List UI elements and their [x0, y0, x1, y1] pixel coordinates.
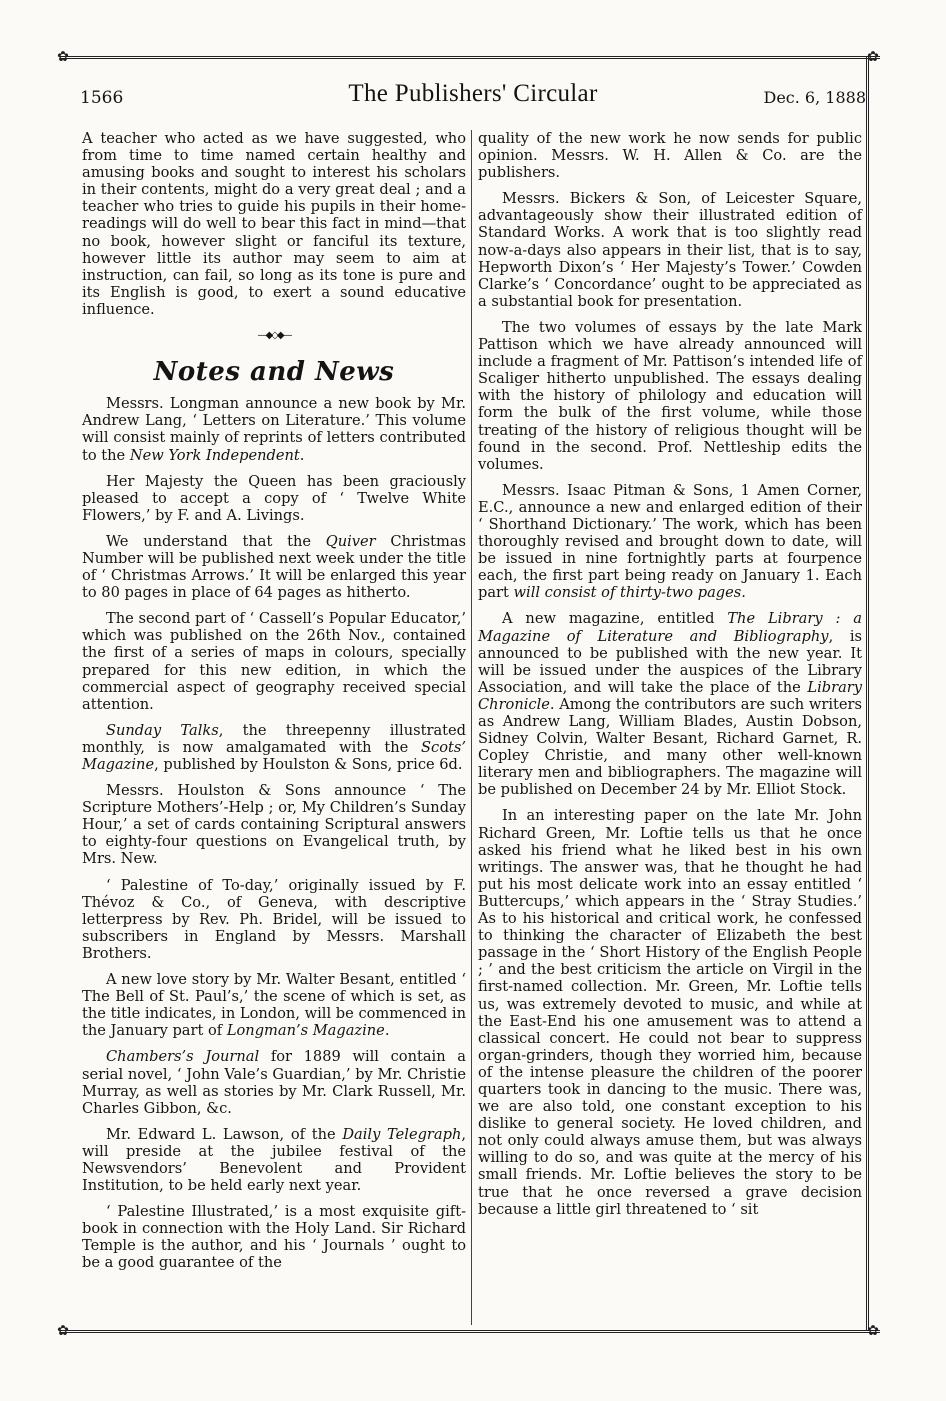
- column-divider: [471, 130, 472, 1325]
- news-item: Chambers’s Journal for 1889 will contain a serial novel, ‘ John Vale’s Guardian,’ by Mr. Christie Murray, as well as stories by Mr. Clark Russell, Mr. Charles Gibbon, &c.: [82, 1048, 466, 1117]
- news-item: Messrs. Isaac Pitman & Sons, 1 Amen Corner, E.C., announce a new and enlarged edition of their ‘ Shorthand Dictionary.’ The work, which has been thoroughly revised and brought down to date, will be issued in nine fortnightly parts at fourpence each, the first part being ready on January 1. Each part will consist of thirty-two pages.: [478, 481, 862, 602]
- section-divider-ornament: —◆◇◆—: [257, 330, 291, 342]
- section-heading: Notes and News: [153, 357, 395, 388]
- right-border-rule: [866, 56, 869, 1330]
- news-item: A new magazine, entitled The Library : a Magazine of Literature and Bibliography, is announced to be published with the new year. It will be issued under the auspices of the Library Association, and will take the place of the Library Chronicle. Among the contributors are such writers as Andrew Lang, William Blades, Austin Dobson, Sidney Colvin, Walter Besant, Richard Garnet, R. Copley Christie, and many other well-known literary men and bibliographers. The magazine will be published on December 24 by Mr. Elliot Stock.: [478, 610, 863, 799]
- top-double-rule: [60, 56, 880, 59]
- page-header: [80, 80, 866, 110]
- news-item: Mr. Edward L. Lawson, of the Daily Telegraph, will preside at the jubilee festival of the Newsvendors’ Benevolent and Provident Institution, to be held early next year.: [82, 1125, 466, 1195]
- news-item: We understand that the Quiver Christmas Number will be published next week under the title of ‘ Christmas Arrows.’ It will be enlarged this year to 80 pages in place of 64 pages as hitherto.: [82, 532, 467, 602]
- news-item-continued: quality of the new work he now sends for public opinion. Messrs. W. H. Allen & Co. are the publishers.: [478, 130, 862, 182]
- bottom-double-rule: [60, 1330, 880, 1333]
- news-item: ‘ Palestine of To-day,’ originally issued by F. Thévoz & Co., of Geneva, with descriptive letterpress by Rev. Ph. Bridel, will be issued to subscribers in England by Messrs. Marshall Brothers.: [82, 876, 466, 962]
- corner-ornament-icon: ✿: [867, 49, 879, 65]
- intro-paragraph: A teacher who acted as we have suggested, who from time to time named certain healthy and amusing books and sought to interest his scholars in their contents, might do a very great deal ; and a teacher who tries to guide his pupils in their home-readings will do well to bear this fact in mind—that no book, however slight or fanciful its texture, however little its author may seem to aim at instruction, can fail, so long as its tone is pure and its English is good, to exert a sound educative influence.: [82, 130, 466, 318]
- news-item: Her Majesty the Queen has been graciously pleased to accept a copy of ‘ Twelve White Flowers,’ by F. and A. Livings.: [82, 472, 466, 524]
- corner-ornament-icon: ✿: [867, 1323, 879, 1339]
- right-column: [478, 130, 862, 1227]
- issue-date: Dec. 6, 1888: [763, 88, 866, 107]
- corner-ornament-icon: ✿: [57, 1323, 69, 1339]
- news-item: Messrs. Houlston & Sons announce ‘ The Scripture Mothers’-Help ; or, My Children’s Sunday Hour,’ a set of cards containing Scriptural answers to eighty-four questions on Evangelical truth, by Mrs. New.: [82, 782, 466, 868]
- news-item: Messrs. Bickers & Son, of Leicester Square, advantageously show their illustrated edition of Standard Works. A work that is too slightly read now-a-days also appears in their list, that is to say, Hepworth Dixon’s ‘ Her Majesty’s Tower.’ Cowden Clarke’s ‘ Concordance’ ought to be appreciated as a substantial book for presentation.: [478, 190, 862, 310]
- news-item: A new love story by Mr. Walter Besant, entitled ‘ The Bell of St. Paul’s,’ the scene of which is set, as the title indicates, in London, will be commenced in the January part of Longman’s Magazine.: [82, 971, 466, 1040]
- news-item: The two volumes of essays by the late Mark Pattison which we have already announced will include a fragment of Mr. Pattison’s intended life of Scaliger hitherto unpublished. The essays dealing with the history of philology and education will form the bulk of the first volume, while those treating of the history of religious thought will be found in the second. Prof. Nettleship edits the volumes.: [478, 318, 862, 473]
- corner-ornament-icon: ✿: [57, 49, 69, 65]
- page-number: 1566: [80, 88, 124, 108]
- news-item: Sunday Talks, the threepenny illustrated monthly, is now amalgamated with the Scots’ Magazine, published by Houlston & Sons, price 6d.: [82, 721, 466, 773]
- news-item: In an interesting paper on the late Mr. John Richard Green, Mr. Loftie tells us that he once asked his friend what he liked best in his own writings. The answer was, that he thought he had put his most delicate work into an essay entitled ‘ Buttercups,’ which appears in the ‘ Stray Studies.’ As to his historical and critical work, he confessed to thinking the character of Elizabeth the best passage in the ‘ Short History of the English People ; ’ and the best criticism the article on Virgil in the first-named collection. Mr. Green, Mr. Loftie tells us, was extremely devoted to music, and while at the East-End his one amusement was to attend a classical concert. He could not bear to suppress organ-grinders, though they worried him, because of the intense pleasure the children of the poorer quarters took in dancing to the music. There was, we are also told, one constant exception to his dislike to general society. He loved children, and not only could always amuse them, but was always willing to do so, and was quite at the mercy of his small friends. Mr. Loftie believes the story to be true that he once reversed a grave decision because a little girl threatened to ‘ sit: [478, 807, 862, 1218]
- publication-title: The Publishers' Circular: [348, 80, 598, 107]
- news-item: The second part of ‘ Cassell’s Popular Educator,’ which was published on the 26th Nov., contained the first of a series of maps in colours, specially prepared for this new edition, in which the commercial aspect of geography received special attention.: [82, 610, 466, 713]
- left-column: [82, 130, 466, 1281]
- news-item: ‘ Palestine Illustrated,’ is a most exquisite gift-book in connection with the Holy Land. Sir Richard Temple is the author, and his ‘ Journals ’ ought to be a good guarantee of the: [82, 1203, 466, 1272]
- news-item: Messrs. Longman announce a new book by Mr. Andrew Lang, ‘ Letters on Literature.’ This volume will consist mainly of reprints of letters contributed to the New York Independent.: [82, 395, 466, 464]
